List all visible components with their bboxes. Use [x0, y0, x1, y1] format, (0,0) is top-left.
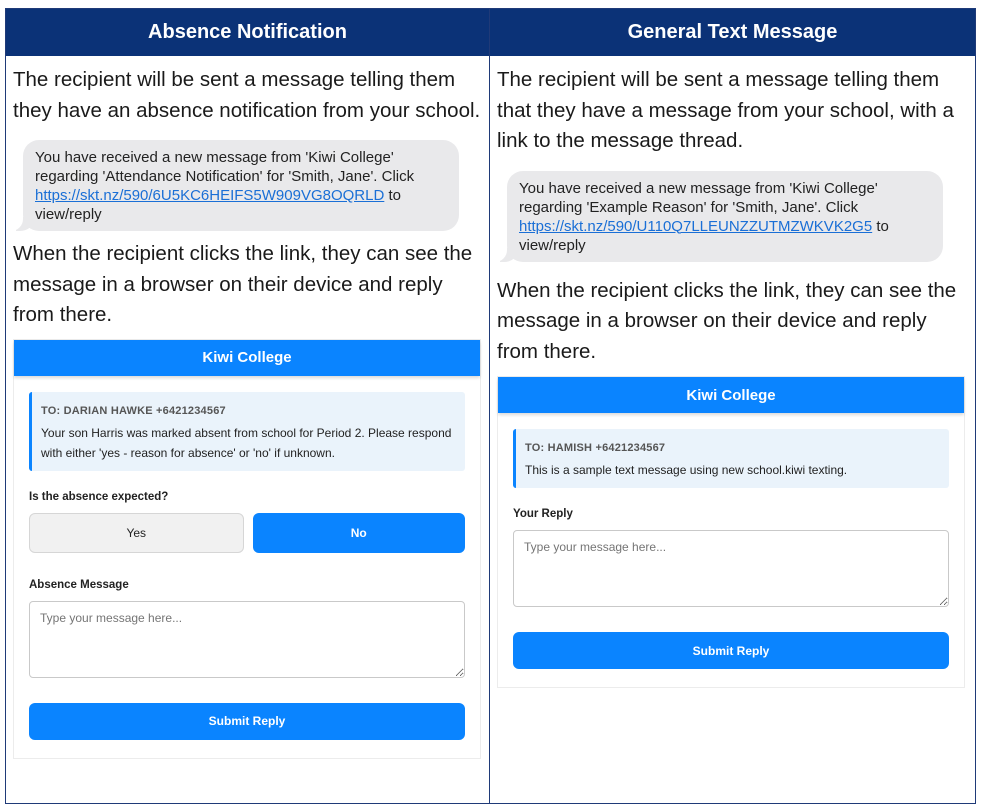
column-body-absence — [6, 56, 489, 759]
column-header-absence: Absence Notification — [6, 9, 489, 56]
absence-question-label: Is the absence expected? — [29, 490, 169, 503]
sms-text-after: to view/reply — [35, 187, 402, 223]
app-header-title: Kiwi College — [498, 377, 964, 413]
app-body — [14, 376, 480, 758]
no-button[interactable]: No — [253, 513, 466, 553]
message-box — [29, 392, 465, 471]
message-recipient: TO: DARIAN HAWKE +6421234567 — [41, 404, 226, 417]
message-box — [513, 429, 949, 488]
sms-text-before: You have received a new message from 'Kiwi College' regarding 'Attendance Notification' for 'Smith, Jane'. Click — [35, 149, 415, 185]
sms-text-before: You have received a new message from 'Kiwi College' regarding 'Example Reason' for 'Smith, Jane'. Click — [519, 179, 878, 216]
submit-reply-button[interactable]: Submit Reply — [29, 703, 465, 740]
comparison-table — [5, 8, 976, 804]
reply-input[interactable] — [513, 530, 949, 607]
after-text-absence: When the recipient clicks the link, they can see the message in a browser on their device and reply from there. — [13, 242, 473, 326]
general-text-message-column — [490, 9, 975, 803]
sms-bubble-general — [507, 171, 943, 262]
absence-notification-column — [6, 9, 490, 803]
yes-button[interactable]: Yes — [29, 513, 244, 553]
absence-message-label: Absence Message — [29, 578, 129, 591]
your-reply-label: Your Reply — [513, 508, 573, 520]
sms-text-after: to view/reply — [519, 217, 889, 254]
app-header-title: Kiwi College — [14, 340, 480, 376]
sms-link-general[interactable]: https://skt.nz/590/U110Q7LLEUNZZUTMZWKVK2G5 — [519, 217, 873, 235]
browser-preview-absence — [13, 339, 481, 759]
yes-no-buttons — [29, 513, 465, 553]
submit-reply-button[interactable]: Submit Reply — [513, 632, 949, 669]
column-body-general — [490, 56, 975, 688]
browser-preview-general — [497, 376, 965, 688]
intro-text-absence: The recipient will be sent a message telling them they have an absence notification from your school. — [13, 68, 481, 122]
app-body — [498, 413, 964, 687]
intro-text-general: The recipient will be sent a message telling them that they have a message from your school, with a link to the message thread. — [497, 68, 954, 152]
sms-link-absence[interactable]: https://skt.nz/590/6U5KC6HEIFS5W909VG8OQRLD — [35, 187, 385, 204]
message-recipient: TO: HAMISH +6421234567 — [525, 442, 666, 454]
sms-bubble-absence — [23, 140, 459, 231]
message-text: This is a sample text message using new school.kiwi texting. — [525, 463, 848, 477]
absence-message-input[interactable] — [29, 601, 465, 678]
after-text-general: When the recipient clicks the link, they can see the message in a browser on their device and reply from there. — [497, 278, 957, 363]
column-header-general: General Text Message — [490, 9, 975, 56]
message-text: Your son Harris was marked absent from school for Period 2. Please respond with either 'yes - reason for absence' or 'no' if unknown. — [41, 425, 452, 460]
